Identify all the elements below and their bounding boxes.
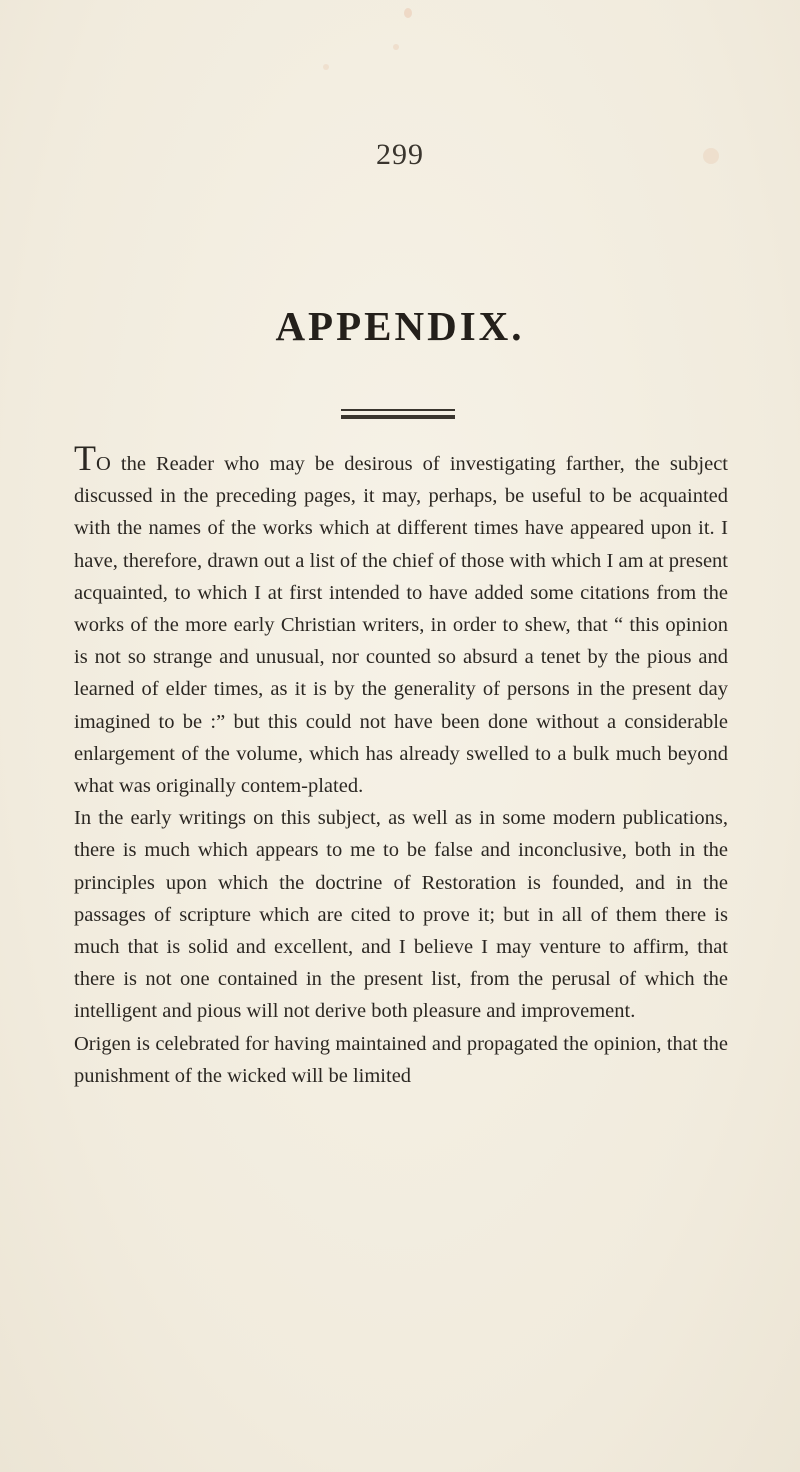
paragraph-3: Origen is celebrated for having maintained and propagated the opinion, that the punishment of the wicked will be limited [74,1032,728,1087]
paper-stain [323,64,329,70]
paragraph-2: In the early writings on this subject, as well as in some modern publications, there is much which appears to me to be false and inconclusive, both in the principles upon which the doctrine of Restoration is founded, and in the passages of scripture which are cited to prove it; but in all of them there is much that is solid and excellent, and I believe I may venture to affirm, that there is not one contained in the present list, from the perusal of which the intelligent and pious will not derive both pleasure and improvement. [74,807,728,1023]
page-number: 299 [376,138,424,171]
title-rule-thick [341,415,455,419]
page-title: APPENDIX. [275,303,525,349]
initial-letter: T [74,438,96,478]
paper-stain [393,44,399,50]
title-rule-thin [341,409,455,411]
paper-stain [404,8,412,18]
paragraph-1-text: the Reader who may be desirous of investigating farther, the subject discussed in the preceding pages, it may, perhaps, be useful to be acquainted with the names of the works which at different times have appeared upon it. I have, therefore, drawn out a list of the chief of those with which I am at present acquainted, to which I at first intended to have added some citations from the works of the more early Christian writers, in order to shew, that “ this opinion is not so strange and unusual, nor counted so absurd a tenet by the pious and learned of elder times, as it is by the generality of persons in the present day imagined to be :” but this could not have been done without a considerable enlargement of the volume, which has already swelled to a bulk much beyond what was originally contem-plated. [74,453,728,798]
body-text [74,438,728,1092]
first-word-rest: O [96,453,111,475]
paragraph-1 [74,438,728,802]
